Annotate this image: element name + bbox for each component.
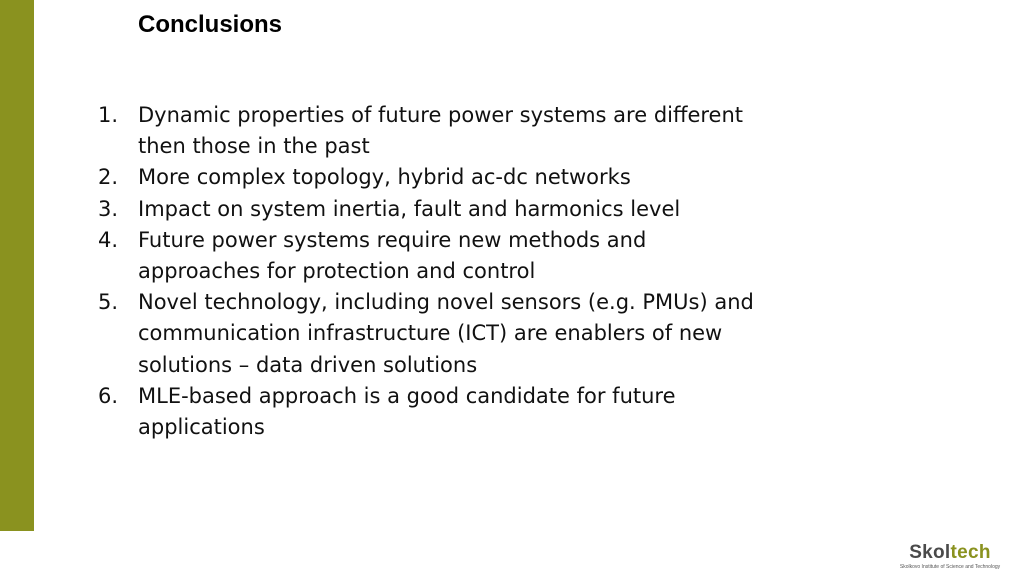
item-text: MLE-based approach is a good candidate for future applications <box>138 383 676 440</box>
logo-word-dark: Skol <box>909 542 951 563</box>
list-item <box>98 225 798 287</box>
item-number: 4. <box>98 227 119 252</box>
list-item <box>98 162 798 193</box>
list-item <box>98 100 798 162</box>
logo-word-green: tech <box>950 542 991 563</box>
item-text: Dynamic properties of future power systems are different then those in the past <box>138 103 744 159</box>
accent-side-bar <box>0 0 34 531</box>
logo-tagline: Skolkovo Institute of Science and Technology <box>899 564 1001 570</box>
item-number: 5. <box>98 290 119 315</box>
item-text: Impact on system inertia, fault and harmonics level <box>138 196 681 221</box>
item-text: Novel technology, including novel sensors (e.g. PMUs) and communication infrastructure (ICT) are enablers of new solutions – data driven solutions <box>138 290 754 377</box>
conclusions-list <box>98 100 798 443</box>
list-item <box>98 381 798 443</box>
logo-wordmark <box>888 543 1012 563</box>
skoltech-logo <box>888 543 1012 571</box>
item-number: 3. <box>98 196 119 221</box>
item-number: 6. <box>98 383 119 408</box>
item-text: Future power systems require new methods and approaches for protection and control <box>138 227 647 284</box>
slide-title: Conclusions <box>138 11 283 38</box>
item-text: More complex topology, hybrid ac-dc networks <box>138 165 631 190</box>
list-item <box>98 194 798 225</box>
item-number: 2. <box>98 165 119 190</box>
list-item <box>98 287 798 381</box>
item-number: 1. <box>98 103 119 127</box>
